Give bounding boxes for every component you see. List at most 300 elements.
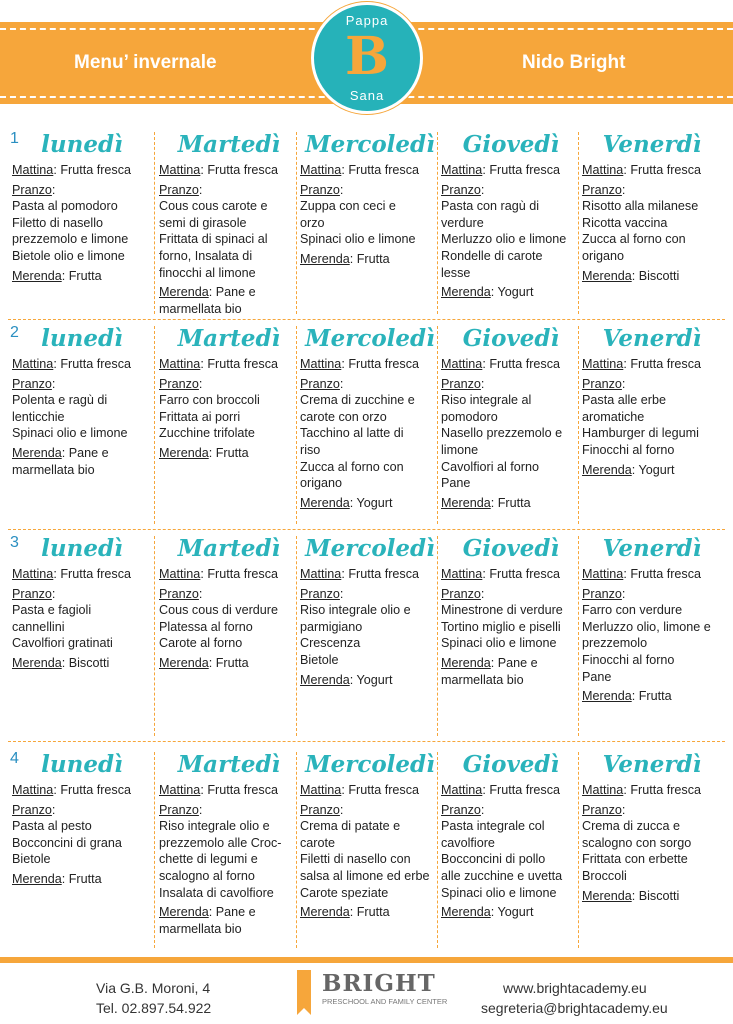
mattina-line: Mattina: Frutta fresca xyxy=(12,357,131,371)
merenda-extra: marmellata bio xyxy=(159,921,242,936)
mattina-line: Mattina: Frutta fresca xyxy=(441,163,560,177)
pranzo-item: parmigiano xyxy=(300,619,363,634)
merenda-value: Frutta xyxy=(497,495,531,510)
mattina-label: Mattina xyxy=(159,357,201,371)
mattina-label: Mattina xyxy=(300,357,342,371)
pranzo-item: Tortino miglio e piselli xyxy=(441,619,561,634)
mattina-label: Mattina xyxy=(441,163,483,177)
pranzo-item: Risotto alla milanese xyxy=(582,199,699,214)
merenda-extra: marmellata bio xyxy=(441,672,524,687)
pranzo-item: scalogno al forno xyxy=(159,868,255,883)
column-divider xyxy=(154,132,155,314)
pranzo-item: Filetto di nasello xyxy=(12,215,104,230)
day-name: Venerdì xyxy=(602,325,702,352)
merenda-value: Pane e xyxy=(215,285,256,300)
pranzo-item: aromatiche xyxy=(582,409,645,424)
pranzo-item: Insalata di cavolfiore xyxy=(159,885,274,900)
merenda-line: Merenda: Frutta xyxy=(441,495,531,510)
day-menu xyxy=(12,532,152,672)
mattina-value: Frutta fresca xyxy=(207,163,278,177)
pranzo-item: orzo xyxy=(300,215,325,230)
pranzo-label: Pranzo xyxy=(441,586,481,601)
pranzo-label: Pranzo xyxy=(300,586,340,601)
pranzo-item: prezzemolo xyxy=(582,636,648,651)
day-name: Martedì xyxy=(177,131,281,158)
pranzo-item: Ricotta vaccina xyxy=(582,215,668,230)
logo-letter: B xyxy=(345,26,389,87)
pranzo-line: Pranzo: xyxy=(582,182,626,197)
pranzo-item: Pane xyxy=(441,476,471,491)
merenda-label: Merenda xyxy=(441,495,491,510)
pranzo-line: Pranzo: xyxy=(159,802,203,817)
mattina-label: Mattina xyxy=(300,567,342,581)
pranzo-item: Pasta e fagioli xyxy=(12,603,92,618)
pranzo-item: Frittata ai porri xyxy=(159,409,241,424)
pranzo-line: Pranzo: xyxy=(12,376,56,391)
mattina-label: Mattina xyxy=(159,163,201,177)
mattina-value: Frutta fresca xyxy=(60,357,131,371)
pranzo-item: Zuppa con ceci e xyxy=(300,199,396,214)
merenda-value: Frutta xyxy=(356,251,390,266)
address: Via G.B. Moroni, 4 xyxy=(96,980,211,996)
merenda-line: Merenda: Frutta xyxy=(159,445,249,460)
pranzo-item: Rondelle di carote xyxy=(441,248,543,263)
pranzo-item: Bietole xyxy=(300,652,339,667)
merenda-line: Merenda: Frutta xyxy=(300,251,390,266)
brand-subtitle: PRESCHOOL AND FAMILY CENTER xyxy=(322,997,448,1006)
merenda-line: Merenda: Yogurt xyxy=(300,672,393,687)
merenda-label: Merenda xyxy=(582,888,632,903)
day-menu xyxy=(300,128,440,268)
mattina-label: Mattina xyxy=(300,163,342,177)
pranzo-line: Pranzo: xyxy=(159,586,203,601)
merenda-label: Merenda xyxy=(159,285,209,300)
merenda-value: Biscotti xyxy=(638,268,680,283)
merenda-line: Merenda: Pane e xyxy=(159,905,256,920)
pranzo-label: Pranzo xyxy=(441,802,481,817)
pranzo-item: Riso integrale al xyxy=(441,393,532,408)
column-divider xyxy=(296,752,297,948)
day-menu xyxy=(441,532,581,688)
merenda-value: Yogurt xyxy=(356,672,393,687)
column-divider xyxy=(578,536,579,736)
pranzo-item: semi di girasole xyxy=(159,215,247,230)
merenda-label: Merenda xyxy=(12,268,62,283)
merenda-label: Merenda xyxy=(300,251,350,266)
merenda-line: Merenda: Yogurt xyxy=(300,495,393,510)
mattina-label: Mattina xyxy=(159,567,201,581)
merenda-label: Merenda xyxy=(441,655,491,670)
pranzo-item: Finocchi al forno xyxy=(582,442,675,457)
mattina-value: Frutta fresca xyxy=(60,783,131,797)
pranzo-label: Pranzo xyxy=(12,586,52,601)
pranzo-item: Cous cous di verdure xyxy=(159,603,279,618)
pranzo-item: Frittata di spinaci al xyxy=(159,232,268,247)
merenda-value: Pane e xyxy=(68,445,109,460)
pranzo-item: Spinaci olio e limone xyxy=(441,885,557,900)
merenda-label: Merenda xyxy=(159,445,209,460)
day-name: Mercoledì xyxy=(305,535,435,562)
pranzo-item: limone xyxy=(441,442,479,457)
pranzo-line: Pranzo: xyxy=(441,802,485,817)
day-name: Giovedì xyxy=(462,751,560,778)
day-menu xyxy=(159,748,299,937)
week-number: 1 xyxy=(10,130,19,147)
pranzo-item: Pasta al pesto xyxy=(12,819,92,834)
pranzo-line: Pranzo: xyxy=(159,376,203,391)
merenda-label: Merenda xyxy=(582,268,632,283)
pranzo-line: Pranzo: xyxy=(12,182,56,197)
mattina-label: Mattina xyxy=(441,783,483,797)
mattina-value: Frutta fresca xyxy=(207,567,278,581)
mattina-line: Mattina: Frutta fresca xyxy=(441,357,560,371)
day-menu xyxy=(159,128,299,317)
pranzo-item: Pasta con ragù di xyxy=(441,199,540,214)
day-name: Venerdì xyxy=(602,751,702,778)
pranzo-item: origano xyxy=(300,476,343,491)
pranzo-label: Pranzo xyxy=(159,802,199,817)
merenda-line: Merenda: Yogurt xyxy=(582,462,675,477)
mattina-value: Frutta fresca xyxy=(489,357,560,371)
pranzo-line: Pranzo: xyxy=(300,182,344,197)
logo-bottom-text: Sana xyxy=(349,88,385,103)
pranzo-item: prezzemolo e limone xyxy=(12,232,129,247)
day-menu xyxy=(12,322,152,478)
pranzo-item: Bocconcini di grana xyxy=(12,835,122,850)
pranzo-item: lesse xyxy=(441,265,471,280)
pranzo-item: Cavolfiori al forno xyxy=(441,459,539,474)
pranzo-line: Pranzo: xyxy=(300,376,344,391)
merenda-label: Merenda xyxy=(300,905,350,920)
pranzo-item: verdure xyxy=(441,215,484,230)
pranzo-item: Bocconcini di pollo xyxy=(441,852,546,867)
pranzo-item: origano xyxy=(582,248,625,263)
merenda-label: Merenda xyxy=(12,871,62,886)
pranzo-label: Pranzo xyxy=(582,586,622,601)
footer-bar xyxy=(0,957,733,963)
pranzo-item: prezzemolo alle Croc- xyxy=(159,835,282,850)
mattina-line: Mattina: Frutta fresca xyxy=(441,783,560,797)
pranzo-item: carote xyxy=(300,835,336,850)
pranzo-label: Pranzo xyxy=(441,376,481,391)
mattina-label: Mattina xyxy=(582,567,624,581)
day-menu xyxy=(441,128,581,301)
pranzo-item: Pane xyxy=(582,669,612,684)
pranzo-item: cavolfiore xyxy=(441,835,495,850)
website[interactable]: www.brightacademy.eu xyxy=(503,980,647,996)
pranzo-item: Farro con verdure xyxy=(582,603,683,618)
pranzo-item: Pasta integrale col xyxy=(441,819,545,834)
mattina-label: Mattina xyxy=(12,783,54,797)
column-divider xyxy=(296,132,297,314)
day-name: Martedì xyxy=(177,325,281,352)
pranzo-item: Cous cous carote e xyxy=(159,199,268,214)
pranzo-item: riso xyxy=(300,442,321,457)
merenda-line: Merenda: Frutta xyxy=(300,905,390,920)
pranzo-item: cannellini xyxy=(12,619,65,634)
mattina-line: Mattina: Frutta fresca xyxy=(582,783,701,797)
pranzo-item: Bietole xyxy=(12,852,51,867)
pranzo-item: Zucca al forno con xyxy=(582,232,686,247)
pranzo-item: Pasta alle erbe xyxy=(582,393,667,408)
mattina-line: Mattina: Frutta fresca xyxy=(12,163,131,177)
column-divider xyxy=(437,326,438,524)
merenda-value: Frutta xyxy=(215,445,249,460)
day-name: Venerdì xyxy=(602,535,702,562)
mattina-value: Frutta fresca xyxy=(489,783,560,797)
day-menu xyxy=(582,128,722,284)
day-menu xyxy=(582,748,722,904)
mattina-line: Mattina: Frutta fresca xyxy=(300,357,419,371)
pranzo-item: Crescenza xyxy=(300,636,361,651)
pranzo-item: Crema di zucchine e xyxy=(300,393,415,408)
pranzo-item: Farro con broccoli xyxy=(159,393,260,408)
merenda-line: Merenda: Pane e xyxy=(441,655,538,670)
mattina-line: Mattina: Frutta fresca xyxy=(12,783,131,797)
pranzo-item: Riso integrale olio e xyxy=(300,603,411,618)
pranzo-line: Pranzo: xyxy=(582,802,626,817)
merenda-line: Merenda: Frutta xyxy=(12,871,102,886)
day-name: lunedì xyxy=(41,751,123,778)
column-divider xyxy=(578,752,579,948)
pappa-sana-logo xyxy=(311,2,423,114)
merenda-value: Pane e xyxy=(215,905,256,920)
merenda-value: Frutta xyxy=(68,268,102,283)
column-divider xyxy=(437,132,438,314)
pranzo-item: Crema di zucca e xyxy=(582,819,680,834)
merenda-line: Merenda: Biscotti xyxy=(582,888,680,903)
merenda-value: Yogurt xyxy=(356,495,393,510)
mattina-line: Mattina: Frutta fresca xyxy=(159,567,278,581)
mattina-label: Mattina xyxy=(582,163,624,177)
merenda-line: Merenda: Pane e xyxy=(12,445,109,460)
week-number: 2 xyxy=(10,324,19,341)
mattina-line: Mattina: Frutta fresca xyxy=(582,163,701,177)
mattina-line: Mattina: Frutta fresca xyxy=(582,567,701,581)
merenda-value: Biscotti xyxy=(68,655,110,670)
day-menu xyxy=(159,532,299,672)
pranzo-line: Pranzo: xyxy=(12,802,56,817)
day-name: lunedì xyxy=(41,325,123,352)
mattina-value: Frutta fresca xyxy=(489,163,560,177)
mattina-label: Mattina xyxy=(582,357,624,371)
day-menu xyxy=(12,128,152,284)
merenda-line: Merenda: Yogurt xyxy=(441,905,534,920)
pranzo-label: Pranzo xyxy=(159,376,199,391)
pranzo-item: Riso integrale olio e xyxy=(159,819,270,834)
merenda-label: Merenda xyxy=(582,462,632,477)
column-divider xyxy=(578,326,579,524)
mattina-label: Mattina xyxy=(12,567,54,581)
pranzo-item: Zucchine trifolate xyxy=(159,426,255,441)
mattina-value: Frutta fresca xyxy=(630,567,701,581)
pranzo-item: Frittata con erbette xyxy=(582,852,688,867)
merenda-value: Yogurt xyxy=(497,905,534,920)
mattina-label: Mattina xyxy=(582,783,624,797)
email[interactable]: segreteria@brightacademy.eu xyxy=(481,1000,668,1016)
mattina-value: Frutta fresca xyxy=(207,357,278,371)
pranzo-item: Platessa al forno xyxy=(159,619,253,634)
merenda-line: Merenda: Biscotti xyxy=(12,655,110,670)
pranzo-item: Bietole olio e limone xyxy=(12,248,125,263)
merenda-label: Merenda xyxy=(12,655,62,670)
day-name: Martedì xyxy=(177,535,281,562)
pranzo-line: Pranzo: xyxy=(300,586,344,601)
row-divider xyxy=(8,741,725,742)
pranzo-item: Spinaci olio e limone xyxy=(12,426,128,441)
day-name: Mercoledì xyxy=(305,325,435,352)
pranzo-item: Pasta al pomodoro xyxy=(12,199,118,214)
mattina-label: Mattina xyxy=(441,357,483,371)
pranzo-label: Pranzo xyxy=(159,182,199,197)
merenda-line: Merenda: Biscotti xyxy=(582,268,680,283)
merenda-value: Biscotti xyxy=(638,888,680,903)
brand-name: BRIGHT xyxy=(322,970,436,997)
mattina-value: Frutta fresca xyxy=(348,357,419,371)
merenda-line: Merenda: Frutta xyxy=(12,268,102,283)
pranzo-line: Pranzo: xyxy=(12,586,56,601)
mattina-label: Mattina xyxy=(12,357,54,371)
pranzo-label: Pranzo xyxy=(12,802,52,817)
merenda-value: Pane e xyxy=(497,655,538,670)
pranzo-item: carote con orzo xyxy=(300,409,387,424)
mattina-line: Mattina: Frutta fresca xyxy=(300,567,419,581)
day-name: Venerdì xyxy=(602,131,702,158)
pranzo-label: Pranzo xyxy=(159,586,199,601)
merenda-label: Merenda xyxy=(300,672,350,687)
mattina-value: Frutta fresca xyxy=(207,783,278,797)
mattina-value: Frutta fresca xyxy=(60,567,131,581)
column-divider xyxy=(578,132,579,314)
mattina-line: Mattina: Frutta fresca xyxy=(159,357,278,371)
merenda-value: Yogurt xyxy=(638,462,675,477)
merenda-line: Merenda: Pane e xyxy=(159,285,256,300)
mattina-value: Frutta fresca xyxy=(630,163,701,177)
pranzo-item: Carote al forno xyxy=(159,636,243,651)
merenda-label: Merenda xyxy=(159,655,209,670)
mattina-label: Mattina xyxy=(441,567,483,581)
day-menu xyxy=(300,532,440,688)
merenda-extra: marmellata bio xyxy=(159,301,242,316)
pranzo-item: Finocchi al forno xyxy=(582,652,675,667)
day-menu xyxy=(300,322,440,511)
day-name: lunedì xyxy=(41,535,123,562)
pranzo-item: Spinaci olio e limone xyxy=(300,232,416,247)
merenda-value: Frutta xyxy=(68,871,102,886)
merenda-value: Frutta xyxy=(215,655,249,670)
mattina-value: Frutta fresca xyxy=(630,357,701,371)
column-divider xyxy=(154,326,155,524)
pranzo-item: Polenta e ragù di xyxy=(12,393,108,408)
merenda-value: Frutta xyxy=(638,689,672,704)
logo-top-text: Pappa xyxy=(345,13,389,28)
merenda-extra: marmellata bio xyxy=(12,462,95,477)
pranzo-item: Nasello prezzemolo e xyxy=(441,426,563,441)
day-name: Giovedì xyxy=(462,325,560,352)
mattina-line: Mattina: Frutta fresca xyxy=(300,783,419,797)
pranzo-line: Pranzo: xyxy=(441,182,485,197)
mattina-line: Mattina: Frutta fresca xyxy=(159,783,278,797)
day-menu xyxy=(582,532,722,705)
day-name: Giovedì xyxy=(462,131,560,158)
pranzo-line: Pranzo: xyxy=(441,376,485,391)
pranzo-item: lenticchie xyxy=(12,409,65,424)
merenda-label: Merenda xyxy=(582,689,632,704)
pranzo-item: Tacchino al latte di xyxy=(300,426,404,441)
mattina-value: Frutta fresca xyxy=(630,783,701,797)
pranzo-item: Cavolfiori gratinati xyxy=(12,636,113,651)
pranzo-line: Pranzo: xyxy=(582,376,626,391)
pranzo-label: Pranzo xyxy=(300,802,340,817)
pranzo-label: Pranzo xyxy=(12,182,52,197)
merenda-value: Frutta xyxy=(356,905,390,920)
mattina-line: Mattina: Frutta fresca xyxy=(441,567,560,581)
day-menu xyxy=(441,322,581,511)
mattina-label: Mattina xyxy=(159,783,201,797)
pranzo-label: Pranzo xyxy=(582,182,622,197)
mattina-value: Frutta fresca xyxy=(60,163,131,177)
menu-title: Menu’ invernale xyxy=(74,52,217,73)
pranzo-item: Minestrone di verdure xyxy=(441,603,563,618)
mattina-label: Mattina xyxy=(12,163,54,177)
day-menu xyxy=(582,322,722,478)
merenda-line: Merenda: Frutta xyxy=(159,655,249,670)
pranzo-line: Pranzo: xyxy=(582,586,626,601)
pranzo-label: Pranzo xyxy=(582,376,622,391)
pranzo-item: scalogno con sorgo xyxy=(582,835,692,850)
merenda-label: Merenda xyxy=(300,495,350,510)
pranzo-item: chette di legumi e xyxy=(159,852,258,867)
day-menu xyxy=(159,322,299,462)
school-name: Nido Bright xyxy=(522,52,626,73)
pranzo-label: Pranzo xyxy=(441,182,481,197)
day-menu xyxy=(441,748,581,921)
mattina-line: Mattina: Frutta fresca xyxy=(159,163,278,177)
mattina-value: Frutta fresca xyxy=(348,567,419,581)
week-number: 3 xyxy=(10,534,19,551)
column-divider xyxy=(296,536,297,736)
pranzo-item: Filetti di nasello con xyxy=(300,852,411,867)
merenda-label: Merenda xyxy=(441,285,491,300)
pranzo-item: Spinaci olio e limone xyxy=(441,636,557,651)
row-divider xyxy=(8,529,725,530)
merenda-label: Merenda xyxy=(12,445,62,460)
bright-flag-icon xyxy=(297,970,311,1008)
pranzo-item: alle zucchine e uvetta xyxy=(441,868,563,883)
merenda-line: Merenda: Frutta xyxy=(582,689,672,704)
pranzo-item: Zucca al forno con xyxy=(300,459,404,474)
day-name: Mercoledì xyxy=(305,131,435,158)
column-divider xyxy=(154,752,155,948)
pranzo-item: Carote speziate xyxy=(300,885,389,900)
pranzo-label: Pranzo xyxy=(12,376,52,391)
day-menu xyxy=(300,748,440,921)
pranzo-item: forno, Insalata di xyxy=(159,248,253,263)
pranzo-item: pomodoro xyxy=(441,409,498,424)
column-divider xyxy=(437,536,438,736)
pranzo-item: salsa al limone ed erbe xyxy=(300,868,430,883)
phone: Tel. 02.897.54.922 xyxy=(96,1000,212,1016)
pranzo-line: Pranzo: xyxy=(300,802,344,817)
mattina-value: Frutta fresca xyxy=(489,567,560,581)
mattina-value: Frutta fresca xyxy=(348,163,419,177)
day-name: lunedì xyxy=(41,131,123,158)
day-menu xyxy=(12,748,152,888)
column-divider xyxy=(154,536,155,736)
pranzo-item: Merluzzo olio e limone xyxy=(441,232,567,247)
row-divider xyxy=(8,319,725,320)
pranzo-label: Pranzo xyxy=(582,802,622,817)
